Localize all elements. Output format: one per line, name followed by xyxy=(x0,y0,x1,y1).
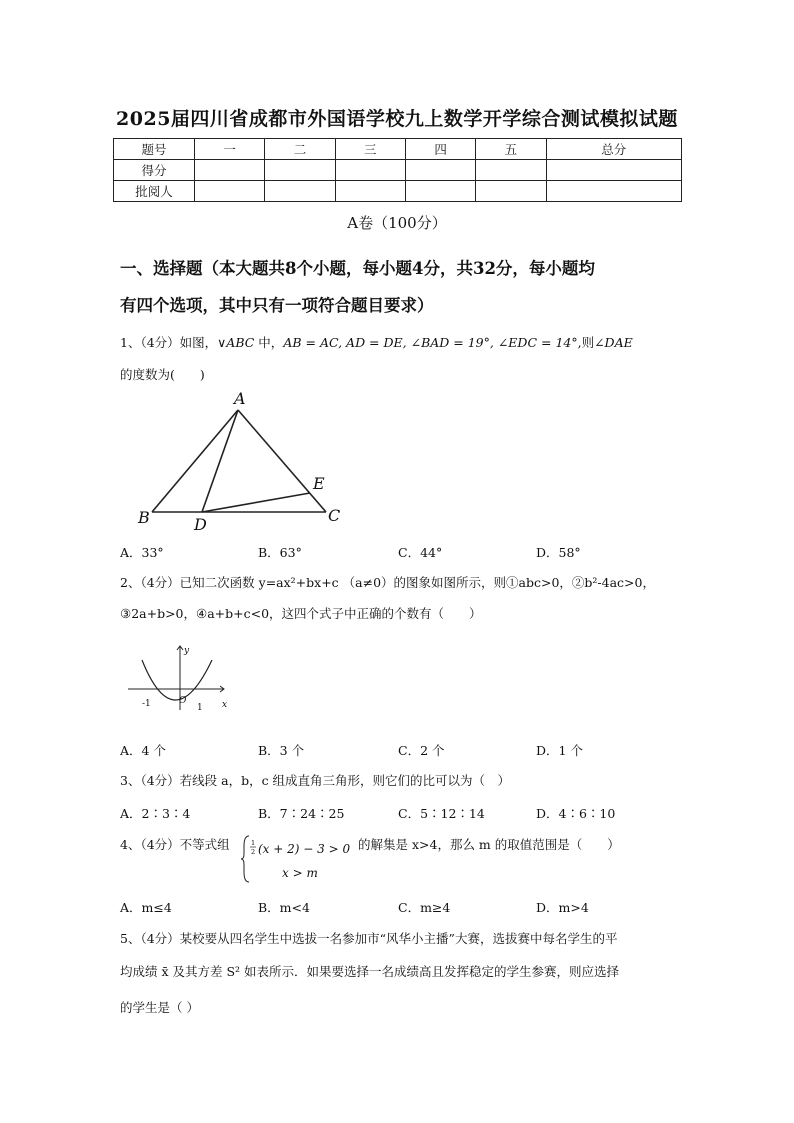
option-c[interactable]: C．5∶12∶14 xyxy=(398,806,485,821)
question-5-stem-line3: 的学生是（ ） xyxy=(120,1000,199,1015)
table-cell: 得分 xyxy=(114,160,195,181)
label-c: C xyxy=(328,506,341,525)
label-1: 1 xyxy=(197,703,203,713)
table-row xyxy=(114,139,682,160)
label-a: A xyxy=(234,389,246,408)
triangle-figure xyxy=(130,388,350,536)
option-d[interactable]: D．m>4 xyxy=(536,900,589,915)
table-cell xyxy=(405,181,475,202)
option-a[interactable]: A．m≤4 xyxy=(120,900,172,915)
table-header-cell: 题号 xyxy=(114,139,195,160)
question-2-stem: 2、（4分）已知二次函数 y=ax²+bx+c （a≠0）的图象如图所示，则①abc>0，②b²-4ac>0， xyxy=(120,575,655,590)
table-cell xyxy=(546,160,681,181)
question-text: 中， xyxy=(254,335,284,350)
segment-ac xyxy=(238,410,326,512)
table-header-cell: 四 xyxy=(405,139,475,160)
section-heading xyxy=(120,250,680,324)
paper-a-heading: A卷（100分） xyxy=(347,214,447,232)
question-text: 1、（4分）如图， xyxy=(120,335,218,350)
score-table xyxy=(113,138,682,202)
question-1-stem-line2: 的度数为( ) xyxy=(120,367,205,382)
label-d: D xyxy=(194,515,207,534)
page-title: 2025届四川省成都市外国语学校九上数学开学综合测试模拟试题 xyxy=(116,108,678,130)
frac-denominator: 2 xyxy=(251,848,256,856)
section-heading-line: 一、选择题（本大题共8个小题，每小题4分，共32分，每小题均 xyxy=(120,259,595,278)
table-header-cell: 五 xyxy=(476,139,546,160)
inequality-1: (x + 2) − 3 > 0 xyxy=(258,842,351,856)
table-cell xyxy=(405,160,475,181)
inequality-system xyxy=(240,834,358,884)
brace-icon xyxy=(241,836,249,882)
table-cell xyxy=(476,181,546,202)
question-3-stem: 3、（4分）若线段 a，b，c 组成直角三角形，则它们的比可以为（ ） xyxy=(120,773,511,788)
option-b[interactable]: B．63° xyxy=(258,545,302,560)
table-cell xyxy=(335,181,405,202)
table-cell xyxy=(195,160,265,181)
table-header-cell: 一 xyxy=(195,139,265,160)
question-5-stem: 5、（4分）某校要从四名学生中选拔一名参加市“风华小主播”大赛，选拔赛中每名学生的平 xyxy=(120,931,618,946)
label-y: y xyxy=(184,646,190,656)
parabola-curve xyxy=(142,660,212,700)
option-b[interactable]: B．3 个 xyxy=(258,743,305,758)
option-c[interactable]: C．2 个 xyxy=(398,743,445,758)
inequality-2: x > m xyxy=(282,866,318,880)
question-5-stem-line2: 均成绩 x̄ 及其方差 S² 如表所示．如果要选择一名成绩高且发挥稳定的学生参赛，则应选择 xyxy=(120,964,620,979)
label-x: x xyxy=(222,700,228,710)
math-expression: ∨ABC xyxy=(217,335,255,350)
option-c[interactable]: C．m≥4 xyxy=(398,900,451,915)
table-cell xyxy=(546,181,681,202)
table-cell xyxy=(265,160,335,181)
option-d[interactable]: D．4∶6∶10 xyxy=(536,806,616,821)
question-1-stem xyxy=(120,334,680,352)
table-cell xyxy=(195,181,265,202)
table-row xyxy=(114,160,682,181)
question-2-stem-line2: ③2a+b>0，④a+b+c<0，这四个式子中正确的个数有（ ） xyxy=(120,606,482,621)
table-cell xyxy=(265,181,335,202)
question-4-stem-prefix: 4、（4分）不等式组 xyxy=(120,837,230,852)
question-4-stem-suffix: 的解集是 x>4，那么 m 的取值范围是（ ） xyxy=(358,837,620,852)
option-d[interactable]: D．58° xyxy=(536,545,581,560)
label-b: B xyxy=(138,508,150,527)
option-d[interactable]: D．1 个 xyxy=(536,743,583,758)
option-a[interactable]: A．2∶3∶4 xyxy=(120,806,191,821)
label-neg1: -1 xyxy=(142,699,151,709)
parabola-figure xyxy=(124,640,234,716)
table-cell: 批阅人 xyxy=(114,181,195,202)
table-header-cell: 总分 xyxy=(546,139,681,160)
segment-ad xyxy=(202,410,238,512)
table-row xyxy=(114,181,682,202)
segment-de xyxy=(202,493,310,512)
label-e: E xyxy=(313,474,325,493)
section-heading-line: 有四个选项，其中只有一项符合题目要求） xyxy=(120,296,434,315)
table-header-cell: 三 xyxy=(335,139,405,160)
frac-numerator: 1 xyxy=(251,839,256,847)
option-c[interactable]: C．44° xyxy=(398,545,443,560)
question-text: ,则 xyxy=(577,335,595,350)
option-a[interactable]: A．33° xyxy=(120,545,164,560)
table-cell xyxy=(335,160,405,181)
math-expression: AB = AC, AD = DE, ∠BAD = 19°, ∠EDC = 14° xyxy=(283,335,578,350)
math-expression: ∠DAE xyxy=(594,335,633,350)
segment-ab xyxy=(152,410,238,512)
option-a[interactable]: A．4 个 xyxy=(120,743,166,758)
label-origin: O xyxy=(179,696,187,706)
table-header-cell: 二 xyxy=(265,139,335,160)
option-b[interactable]: B．7∶24∶25 xyxy=(258,806,345,821)
table-cell xyxy=(476,160,546,181)
option-b[interactable]: B．m<4 xyxy=(258,900,310,915)
